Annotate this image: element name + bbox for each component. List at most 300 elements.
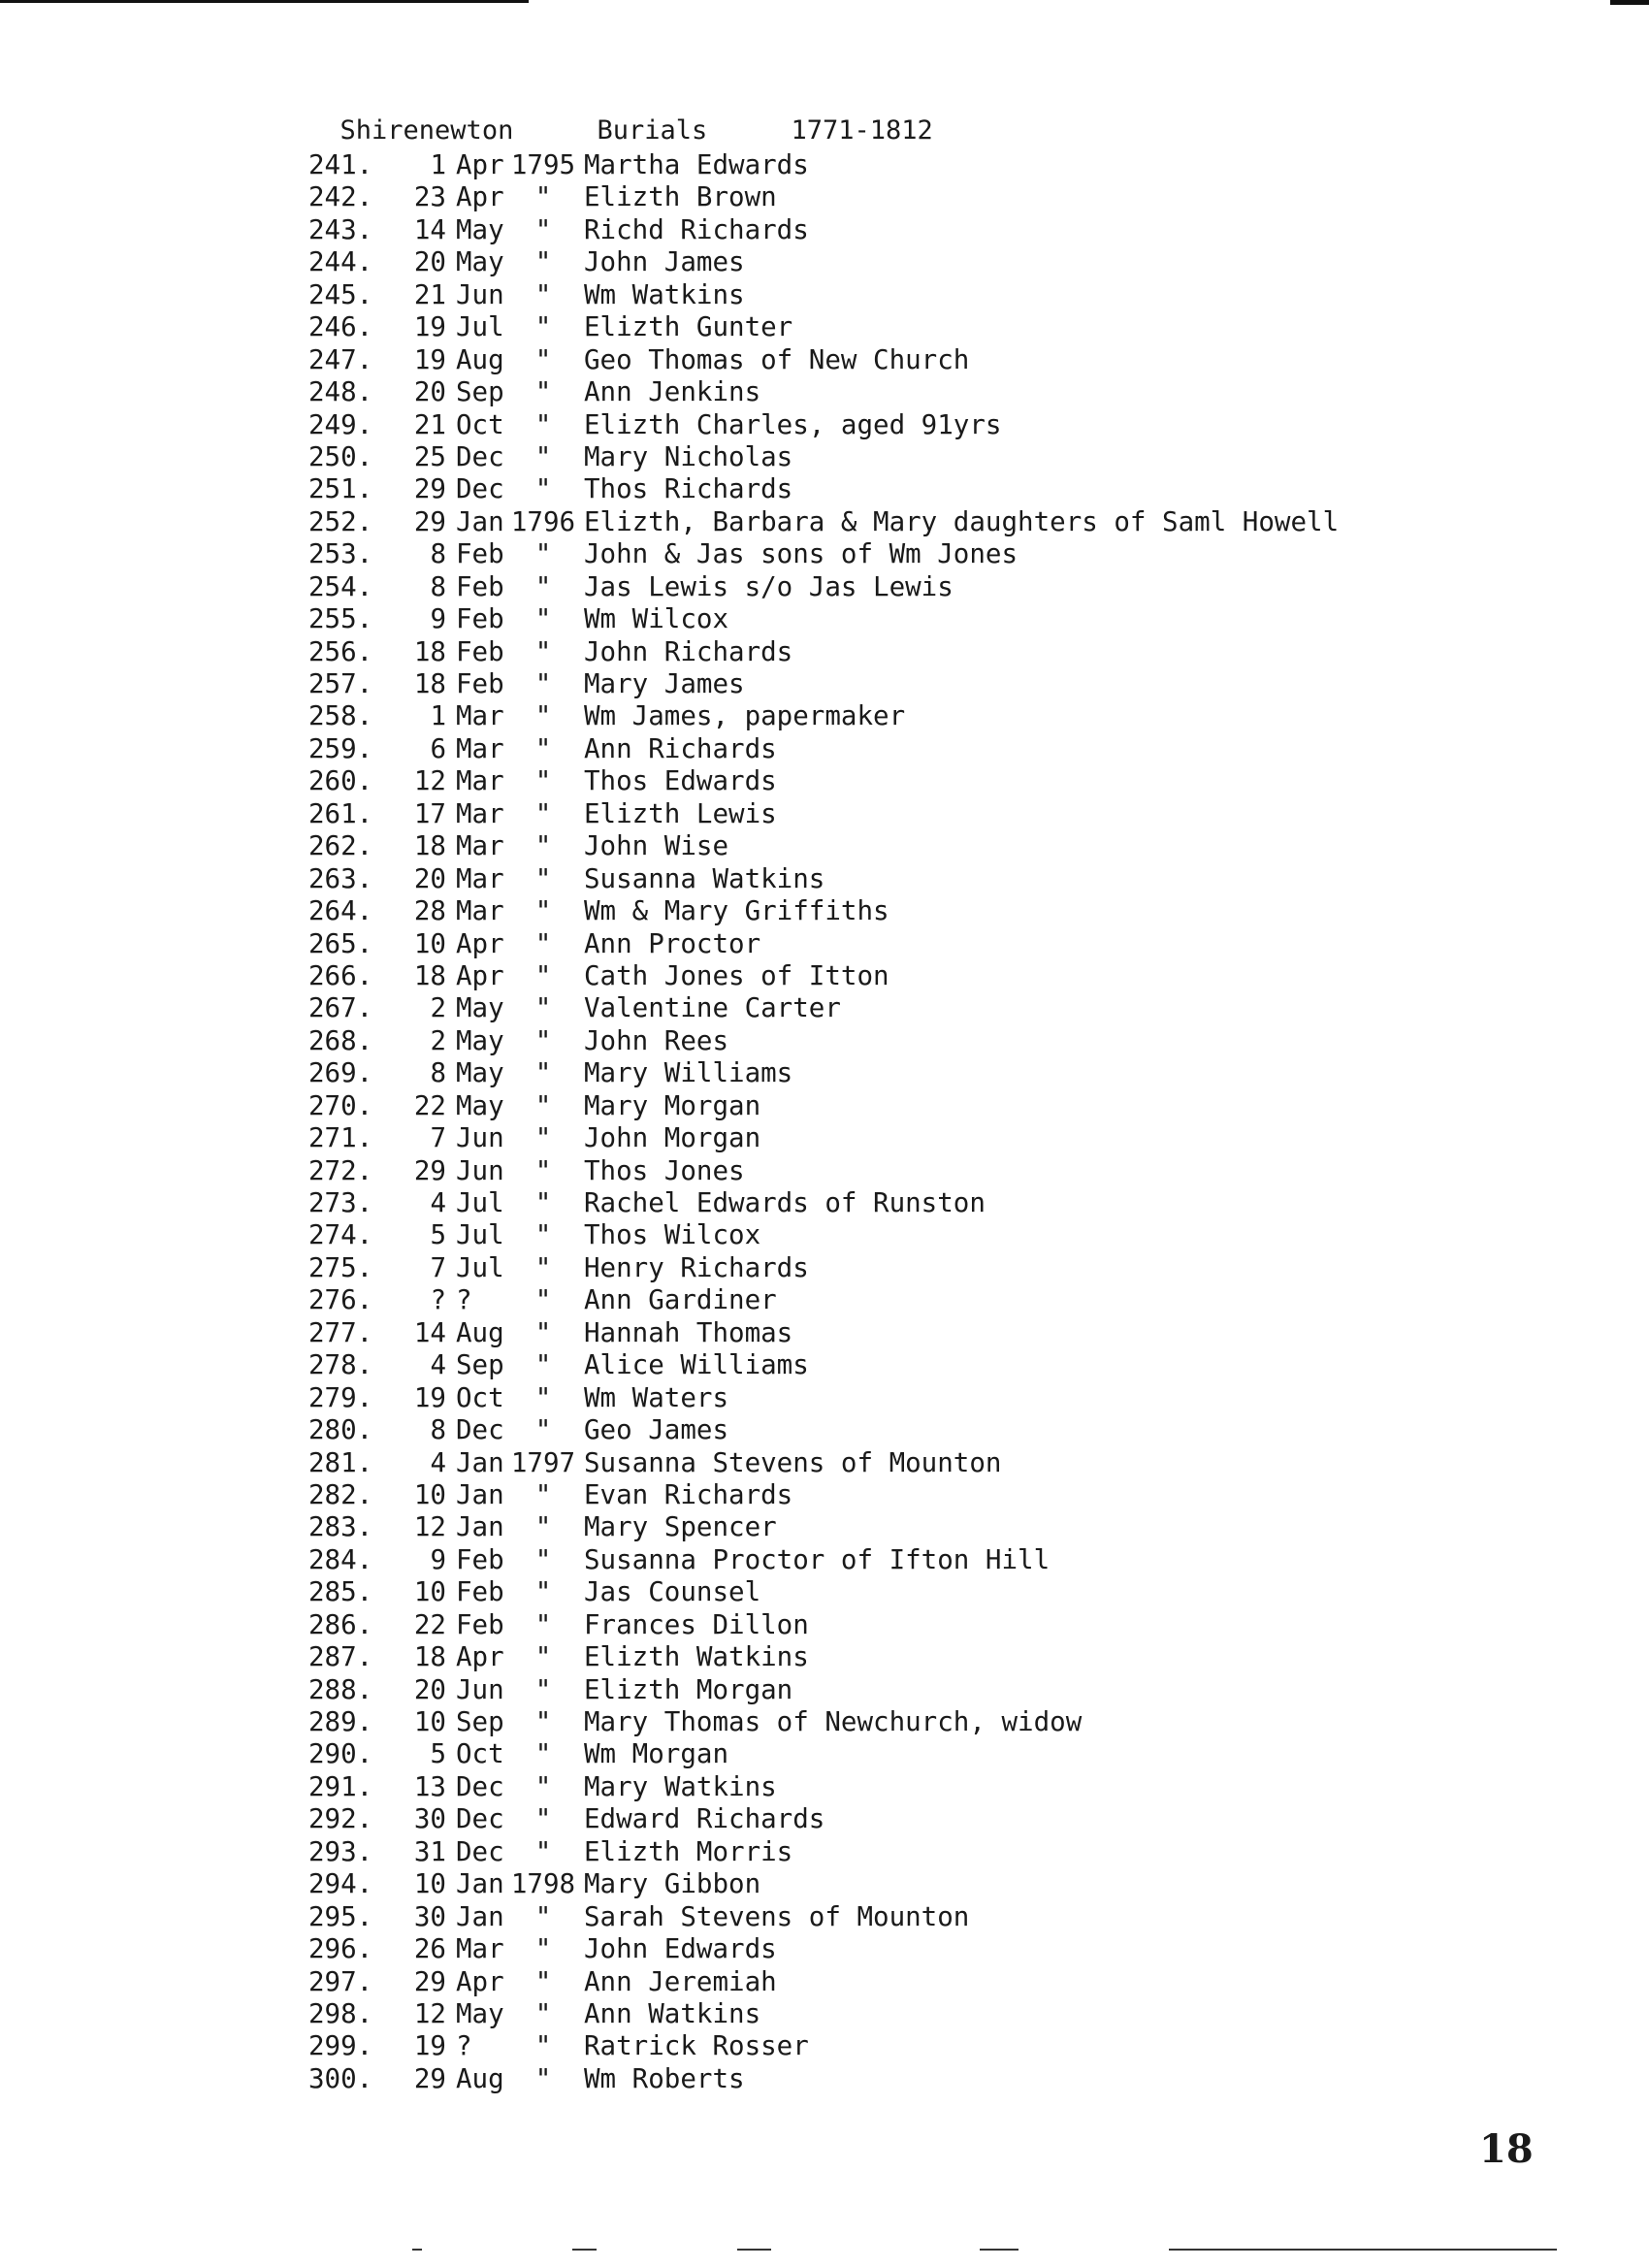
burial-entry [308, 1641, 1339, 1673]
burial-entry [308, 2063, 1339, 2095]
entry-number: 275. [308, 1251, 373, 1283]
entry-number: 288. [308, 1673, 373, 1705]
entry-month: Jun [456, 1122, 504, 1154]
entry-name: Wm Waters [584, 1381, 729, 1413]
entry-number: 270. [308, 1089, 373, 1121]
entry-day: 1 [430, 149, 446, 180]
entry-day: 31 [413, 1835, 446, 1867]
burial-entry [308, 246, 1339, 278]
entry-day: 10 [413, 1576, 446, 1608]
burial-entry [308, 1738, 1339, 1770]
entry-number: 249. [308, 408, 373, 440]
entry-day: 6 [430, 732, 446, 764]
entry-day: 18 [413, 668, 446, 699]
entry-month: Oct [456, 1381, 504, 1413]
entry-year: " [534, 1543, 552, 1575]
entry-number: 298. [308, 1997, 373, 2029]
entry-year: " [534, 1835, 552, 1867]
burial-entry [308, 1122, 1339, 1154]
entry-name: Jas Lewis s/o Jas Lewis [584, 570, 954, 602]
entry-day: 30 [413, 1900, 446, 1932]
burial-entry [308, 603, 1339, 635]
entry-month: ? [456, 2030, 472, 2062]
entry-name: Henry Richards [584, 1251, 809, 1283]
entry-day: 19 [413, 1381, 446, 1413]
entry-name: Wm Wilcox [584, 603, 729, 635]
burial-entry [308, 1803, 1339, 1835]
burial-entry [308, 1609, 1339, 1641]
entry-day: 29 [413, 2062, 446, 2094]
entry-number: 254. [308, 570, 373, 602]
entry-year: " [534, 1349, 552, 1381]
entry-month: Dec [456, 1414, 504, 1446]
entry-name: Wm & Mary Griffiths [584, 895, 889, 927]
entry-day: 14 [413, 213, 446, 245]
burial-entry [308, 1382, 1339, 1414]
entry-month: Aug [456, 2062, 504, 2094]
entry-year: " [534, 959, 552, 991]
entry-number: 247. [308, 343, 373, 375]
entry-number: 290. [308, 1738, 373, 1770]
burial-entry [308, 1511, 1339, 1543]
entry-day: 29 [413, 1965, 446, 1997]
entry-number: 253. [308, 538, 373, 570]
entry-month: Jul [456, 1219, 504, 1251]
entry-name: Richd Richards [584, 213, 809, 245]
entry-month: Jan [456, 1446, 504, 1478]
page-header [308, 85, 933, 146]
burial-entry [308, 1025, 1339, 1057]
entry-name: Ann Richards [584, 732, 777, 764]
burial-entry [308, 798, 1339, 830]
entry-number: 248. [308, 376, 373, 408]
entry-year: " [534, 992, 552, 1024]
entry-year: " [534, 1933, 552, 1965]
entry-name: Elizth Gunter [584, 311, 793, 343]
entry-year: " [534, 1057, 552, 1089]
entry-name: Geo James [584, 1414, 729, 1446]
entry-year: " [534, 570, 552, 602]
entry-month: May [456, 246, 504, 278]
burial-entry [308, 1252, 1339, 1284]
entry-month: Feb [456, 603, 504, 635]
entry-name: Evan Richards [584, 1478, 793, 1510]
burial-entry [308, 1933, 1339, 1965]
burial-entry [308, 992, 1339, 1024]
burial-entry [308, 1771, 1339, 1803]
entry-year: " [534, 376, 552, 408]
entry-month: Dec [456, 1803, 504, 1835]
header-years: 1771-1812 [791, 115, 933, 146]
entry-month: Sep [456, 376, 504, 408]
entry-day: 10 [413, 1706, 446, 1737]
entry-day: 28 [413, 895, 446, 927]
entry-number: 300. [308, 2062, 373, 2094]
entry-month: Oct [456, 1738, 504, 1770]
entry-month: Apr [456, 1965, 504, 1997]
entry-number: 245. [308, 278, 373, 310]
top-right-mark [1610, 0, 1649, 5]
entry-name: Wm Roberts [584, 2062, 745, 2094]
entry-number: 277. [308, 1316, 373, 1348]
entry-year: " [534, 1576, 552, 1608]
entry-number: 258. [308, 700, 373, 732]
entry-name: Alice Williams [584, 1349, 809, 1381]
entry-month: Mar [456, 797, 504, 829]
entry-number: 285. [308, 1576, 373, 1608]
entry-number: 278. [308, 1349, 373, 1381]
entry-month: Jan [456, 505, 504, 537]
entry-name: Elizth Watkins [584, 1641, 809, 1673]
entry-name: Elizth, Barbara & Mary daughters of Saml Howell [584, 505, 1340, 537]
entry-month: Mar [456, 862, 504, 894]
burial-entry [308, 700, 1339, 732]
burial-register [308, 149, 1339, 2095]
entry-year: " [534, 1381, 552, 1413]
page-number: 18 [1479, 2126, 1534, 2172]
burial-entry [308, 1414, 1339, 1446]
bottom-rule [572, 2249, 597, 2251]
entry-year: " [534, 1284, 552, 1316]
entry-month: Jan [456, 1900, 504, 1932]
entry-name: Mary Morgan [584, 1089, 761, 1121]
burial-entry [308, 344, 1339, 376]
entry-day: 19 [413, 2030, 446, 2062]
entry-year: " [534, 1673, 552, 1705]
entry-name: John Wise [584, 830, 729, 862]
burial-entry [308, 473, 1339, 505]
burial-entry [308, 1349, 1339, 1381]
entry-day: 12 [413, 765, 446, 797]
entry-year: " [534, 1511, 552, 1543]
entry-year: " [534, 1024, 552, 1056]
burial-entry [308, 279, 1339, 311]
bottom-rule [412, 2249, 422, 2251]
entry-year: 1798 [510, 1868, 576, 1900]
entry-name: Thos Richards [584, 473, 793, 505]
entry-name: Wm James, papermaker [584, 700, 906, 732]
burial-entry [308, 1966, 1339, 1998]
entry-name: Wm Watkins [584, 278, 745, 310]
entry-year: " [534, 797, 552, 829]
entry-name: Ann Watkins [584, 1997, 761, 2029]
entry-day: 8 [430, 538, 446, 570]
entry-year: " [534, 1089, 552, 1121]
burial-entry [308, 409, 1339, 441]
entry-month: Jan [456, 1511, 504, 1543]
entry-number: 282. [308, 1478, 373, 1510]
burial-entry [308, 1576, 1339, 1608]
entry-number: 242. [308, 181, 373, 213]
entry-month: Aug [456, 1316, 504, 1348]
entry-month: Oct [456, 408, 504, 440]
entry-year: " [534, 927, 552, 959]
entry-number: 267. [308, 992, 373, 1024]
entry-number: 243. [308, 213, 373, 245]
entry-name: Ratrick Rosser [584, 2030, 809, 2062]
entry-number: 273. [308, 1187, 373, 1218]
entry-day: 2 [430, 992, 446, 1024]
entry-name: John & Jas sons of Wm Jones [584, 538, 1018, 570]
entry-name: Frances Dillon [584, 1608, 809, 1640]
entry-year: " [534, 668, 552, 699]
entry-day: 18 [413, 1641, 446, 1673]
entry-number: 260. [308, 765, 373, 797]
entry-number: 276. [308, 1284, 373, 1316]
entry-number: 264. [308, 895, 373, 927]
burial-entry [308, 2030, 1339, 2062]
entry-month: May [456, 1024, 504, 1056]
entry-day: 1 [430, 700, 446, 732]
entry-number: 283. [308, 1511, 373, 1543]
entry-name: Jas Counsel [584, 1576, 761, 1608]
entry-day: 18 [413, 635, 446, 667]
entry-number: 255. [308, 603, 373, 635]
header-parish: Shirenewton [340, 115, 514, 146]
entry-year: " [534, 765, 552, 797]
entry-year: " [534, 1900, 552, 1932]
entry-month: Apr [456, 1641, 504, 1673]
burial-entry [308, 376, 1339, 408]
entry-month: Mar [456, 895, 504, 927]
entry-year: " [534, 1706, 552, 1737]
entry-year: " [534, 1414, 552, 1446]
entry-year: " [534, 1997, 552, 2029]
entry-day: 22 [413, 1608, 446, 1640]
entry-day: 22 [413, 1089, 446, 1121]
entry-year: 1797 [510, 1446, 576, 1478]
entry-name: Thos Jones [584, 1154, 745, 1186]
burial-entry [308, 1998, 1339, 2030]
entry-day: 4 [430, 1349, 446, 1381]
entry-name: Elizth Brown [584, 181, 777, 213]
entry-day: 19 [413, 343, 446, 375]
entry-month: Apr [456, 959, 504, 991]
burial-entry [308, 506, 1339, 538]
entry-month: Apr [456, 149, 504, 180]
entry-number: 279. [308, 1381, 373, 1413]
entry-day: 21 [413, 408, 446, 440]
entry-month: Feb [456, 1576, 504, 1608]
entry-month: May [456, 1057, 504, 1089]
entry-day: 7 [430, 1251, 446, 1283]
burial-entry [308, 1868, 1339, 1900]
entry-day: 2 [430, 1024, 446, 1056]
burial-entry [308, 1317, 1339, 1349]
burial-entry [308, 895, 1339, 927]
entry-year: " [534, 895, 552, 927]
entry-year: " [534, 538, 552, 570]
entry-number: 246. [308, 311, 373, 343]
entry-day: 8 [430, 1414, 446, 1446]
entry-day: 14 [413, 1316, 446, 1348]
entry-number: 244. [308, 246, 373, 278]
entry-year: " [534, 440, 552, 472]
entry-month: Sep [456, 1349, 504, 1381]
entry-year: " [534, 1770, 552, 1802]
entry-month: Feb [456, 1608, 504, 1640]
entry-month: Dec [456, 473, 504, 505]
entry-name: Mary James [584, 668, 745, 699]
burial-entry [308, 149, 1339, 181]
entry-month: May [456, 992, 504, 1024]
burial-entry [308, 1155, 1339, 1187]
entry-number: 286. [308, 1608, 373, 1640]
entry-month: Jun [456, 1154, 504, 1186]
entry-day: 8 [430, 1057, 446, 1089]
burial-entry [308, 1447, 1339, 1479]
entry-number: 271. [308, 1122, 373, 1154]
entry-day: 25 [413, 440, 446, 472]
burial-entry [308, 1479, 1339, 1511]
entry-day: 23 [413, 181, 446, 213]
entry-year: " [534, 343, 552, 375]
entry-year: " [534, 635, 552, 667]
entry-name: Geo Thomas of New Church [584, 343, 970, 375]
entry-name: John Richards [584, 635, 793, 667]
entry-month: Jul [456, 311, 504, 343]
entry-name: Mary Gibbon [584, 1868, 761, 1900]
bottom-rule [1169, 2249, 1557, 2251]
entry-month: Jun [456, 278, 504, 310]
entry-month: May [456, 1997, 504, 2029]
entry-number: 263. [308, 862, 373, 894]
entry-name: Susanna Stevens of Mounton [584, 1446, 1002, 1478]
entry-day: 5 [430, 1738, 446, 1770]
entry-day: 20 [413, 862, 446, 894]
entry-name: Martha Edwards [584, 149, 809, 180]
entry-name: Elizth Morgan [584, 1673, 793, 1705]
burial-entry [308, 441, 1339, 473]
entry-day: 10 [413, 1478, 446, 1510]
entry-day: 13 [413, 1770, 446, 1802]
entry-day: 20 [413, 376, 446, 408]
entry-day: 9 [430, 603, 446, 635]
entry-day: 10 [413, 1868, 446, 1900]
entry-name: Elizth Morris [584, 1835, 793, 1867]
entry-year: " [534, 2030, 552, 2062]
burial-entry [308, 863, 1339, 895]
entry-month: Dec [456, 1835, 504, 1867]
entry-year: " [534, 1965, 552, 1997]
entry-month: May [456, 1089, 504, 1121]
entry-month: Mar [456, 830, 504, 862]
entry-number: 250. [308, 440, 373, 472]
entry-month: Feb [456, 538, 504, 570]
burial-entry [308, 1674, 1339, 1706]
entry-name: Sarah Stevens of Mounton [584, 1900, 970, 1932]
entry-day: 26 [413, 1933, 446, 1965]
entry-day: 19 [413, 311, 446, 343]
entry-day: 18 [413, 830, 446, 862]
entry-name: Hannah Thomas [584, 1316, 793, 1348]
burial-entry [308, 1090, 1339, 1122]
entry-year: " [534, 1738, 552, 1770]
entry-month: Mar [456, 1933, 504, 1965]
entry-name: Mary Nicholas [584, 440, 793, 472]
entry-month: Mar [456, 765, 504, 797]
entry-year: " [534, 278, 552, 310]
entry-day: 12 [413, 1511, 446, 1543]
burial-entry [308, 928, 1339, 960]
top-rule [0, 0, 529, 3]
entry-year: " [534, 1154, 552, 1186]
entry-name: John Edwards [584, 1933, 777, 1965]
entry-name: Rachel Edwards of Runston [584, 1187, 986, 1218]
burial-entry [308, 1219, 1339, 1251]
entry-day: 29 [413, 505, 446, 537]
entry-name: Edward Richards [584, 1803, 825, 1835]
burial-entry [308, 765, 1339, 797]
header-register-type: Burials [597, 115, 708, 146]
entry-month: Mar [456, 732, 504, 764]
entry-day: ? [430, 1284, 446, 1316]
entry-month: Feb [456, 668, 504, 699]
entry-month: Feb [456, 570, 504, 602]
burial-entry [308, 1187, 1339, 1219]
entry-day: 8 [430, 570, 446, 602]
bottom-rule [737, 2249, 771, 2251]
entry-number: 284. [308, 1543, 373, 1575]
entry-year: " [534, 311, 552, 343]
entry-year: " [534, 830, 552, 862]
entry-day: 20 [413, 1673, 446, 1705]
entry-name: Susanna Watkins [584, 862, 825, 894]
entry-name: Wm Morgan [584, 1738, 729, 1770]
entry-year: " [534, 1641, 552, 1673]
entry-number: 252. [308, 505, 373, 537]
entry-month: Aug [456, 343, 504, 375]
entry-year: " [534, 862, 552, 894]
entry-name: Elizth Charles, aged 91yrs [584, 408, 1002, 440]
entry-name: Ann Jenkins [584, 376, 761, 408]
entry-month: Jan [456, 1478, 504, 1510]
entry-day: 5 [430, 1219, 446, 1251]
entry-name: Valentine Carter [584, 992, 841, 1024]
entry-name: Thos Edwards [584, 765, 777, 797]
entry-name: Elizth Lewis [584, 797, 777, 829]
entry-year: 1795 [510, 149, 576, 180]
entry-name: Ann Gardiner [584, 1284, 777, 1316]
entry-number: 299. [308, 2030, 373, 2062]
bottom-rule [980, 2249, 1018, 2251]
burial-entry [308, 1836, 1339, 1868]
entry-number: 241. [308, 149, 373, 180]
entry-month: Jun [456, 1673, 504, 1705]
burial-entry [308, 538, 1339, 570]
entry-year: " [534, 1608, 552, 1640]
entry-number: 280. [308, 1414, 373, 1446]
entry-name: Mary Spencer [584, 1511, 777, 1543]
burial-entry [308, 181, 1339, 213]
entry-year: " [534, 246, 552, 278]
entry-month: Dec [456, 440, 504, 472]
burial-entry [308, 668, 1339, 700]
entry-year: 1796 [510, 505, 576, 537]
entry-number: 281. [308, 1446, 373, 1478]
burial-entry [308, 1544, 1339, 1576]
entry-number: 257. [308, 668, 373, 699]
entry-year: " [534, 213, 552, 245]
entry-number: 265. [308, 927, 373, 959]
entry-year: " [534, 1122, 552, 1154]
entry-name: Ann Jeremiah [584, 1965, 777, 1997]
entry-name: Mary Williams [584, 1057, 793, 1089]
entry-number: 269. [308, 1057, 373, 1089]
burial-entry [308, 636, 1339, 668]
burial-entry [308, 571, 1339, 603]
entry-day: 7 [430, 1122, 446, 1154]
